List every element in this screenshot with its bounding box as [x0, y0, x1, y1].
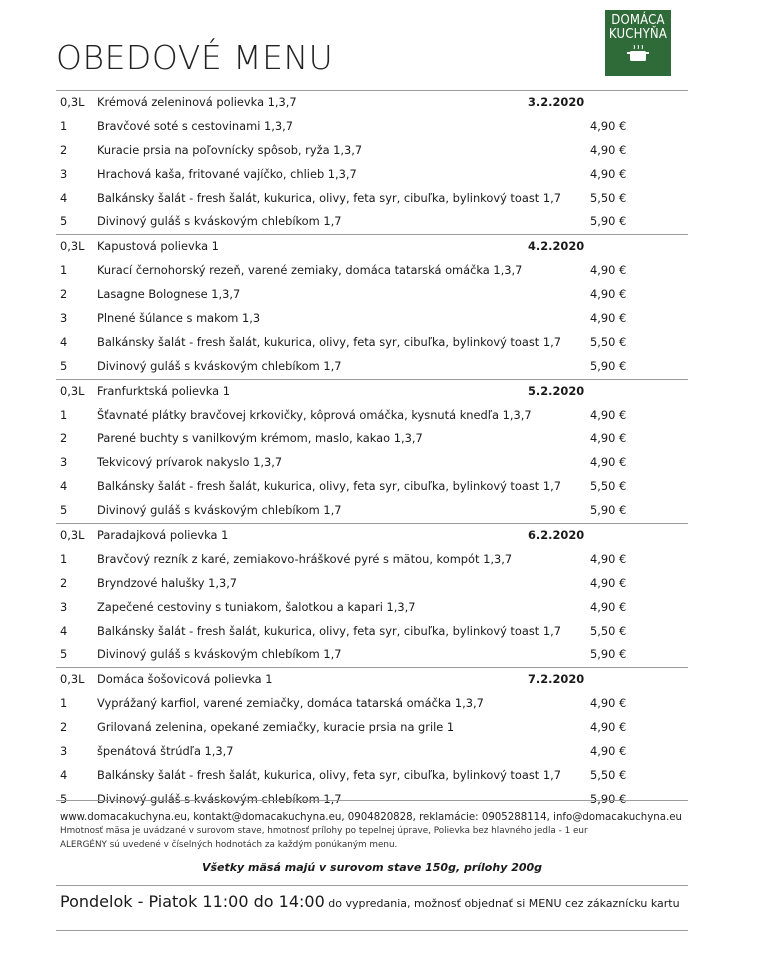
soup-portion: 0,3L [60, 95, 85, 109]
contact-info: www.domacakuchyna.eu, kontakt@domacakuchyna.eu, 0904820828, reklamácie: 0905288114, info@domacakuchyna.eu [60, 812, 682, 823]
dish-name: Balkánsky šalát - fresh šalát, kukurica, olivy, feta syr, cibuľka, bylinkový toast 1,7 [97, 767, 561, 782]
item-number: 5 [60, 647, 68, 662]
menu-date: 7.2.2020 [528, 672, 585, 687]
item-number: 5 [60, 214, 68, 229]
soup-row [56, 668, 688, 692]
item-number: 1 [60, 118, 68, 133]
dish-name: Vyprážaný karfiol, varené zemiačky, domáca tatarská omáčka 1,3,7 [97, 696, 484, 711]
dish-price: 5,50 € [590, 190, 627, 205]
item-number: 1 [60, 263, 68, 278]
soup-row [56, 380, 688, 404]
menu-item-row [56, 307, 688, 331]
bottom-divider [56, 930, 688, 931]
logo-line-2: KUCHYŇA [608, 27, 668, 42]
menu-item-row [56, 115, 688, 139]
item-number: 5 [60, 503, 68, 518]
menu-item-row [56, 187, 688, 211]
menu-item-row [56, 740, 688, 764]
soup-row [56, 91, 688, 115]
dish-price: 5,50 € [590, 334, 627, 349]
dish-price: 5,90 € [590, 358, 627, 373]
dish-price: 5,90 € [590, 214, 627, 229]
dish-name: Parené buchty s vanilkovým krémom, maslo, kakao 1,3,7 [97, 431, 423, 446]
menu-item-row [56, 596, 688, 620]
dish-name: Hrachová kaša, fritované vajíčko, chlieb 1,3,7 [97, 166, 357, 181]
dish-name: Grilovaná zelenina, opekané zemiačky, kuracie prsia na grile 1 [97, 720, 455, 735]
dish-price: 4,90 € [590, 142, 627, 157]
menu-date: 5.2.2020 [528, 383, 585, 398]
menu-item-row [56, 355, 688, 379]
menu-item-row [56, 404, 688, 428]
dish-price: 4,90 € [590, 166, 627, 181]
dish-name: Balkánsky šalát - fresh šalát, kukurica, olivy, feta syr, cibuľka, bylinkový toast 1,7 [97, 479, 561, 494]
dish-price: 4,90 € [590, 575, 627, 590]
dish-price: 4,90 € [590, 455, 627, 470]
dish-name: Bryndzové halušky 1,3,7 [97, 575, 238, 590]
weights-statement: Všetky mäsá majú v surovom stave 150g, prílohy 200g [201, 861, 543, 874]
dish-name: Divinový guláš s kváskovým chlebíkom 1,7 [97, 214, 342, 229]
menu-date: 4.2.2020 [528, 239, 585, 254]
dish-price: 5,50 € [590, 479, 627, 494]
menu-item-row [56, 764, 688, 788]
menu-date: 3.2.2020 [528, 95, 585, 109]
day-block [56, 523, 688, 667]
dish-name: Kuracie prsia na poľovnícky spôsob, ryža 1,3,7 [97, 142, 363, 157]
dish-price: 5,50 € [590, 767, 627, 782]
allergen-note: ALERGÉNY sú uvedené v číselných hodnotách za každým ponúkaným menu. [60, 839, 398, 850]
menu-item-row [56, 210, 688, 234]
dish-name: Kurací černohorský rezeň, varené zemiaky, domáca tatarská omáčka 1,3,7 [97, 263, 523, 278]
soup-portion: 0,3L [60, 383, 85, 398]
menu-item-row [56, 427, 688, 451]
day-block [56, 379, 688, 523]
soup-portion: 0,3L [60, 239, 85, 254]
menu-item-row [56, 716, 688, 740]
dish-price: 4,90 € [590, 696, 627, 711]
menu-item-row [56, 499, 688, 523]
menu-item-row [56, 572, 688, 596]
menu-item-row [56, 475, 688, 499]
dish-price: 4,90 € [590, 118, 627, 133]
dish-name: Divinový guláš s kváskovým chlebíkom 1,7 [97, 647, 342, 662]
restaurant-logo [605, 10, 671, 76]
menu-item-row [56, 259, 688, 283]
soup-row [56, 235, 688, 259]
item-number: 4 [60, 767, 68, 782]
day-block [56, 667, 688, 811]
menu-item-row [56, 163, 688, 187]
logo-line-1: DOMÁCA [611, 13, 665, 28]
menu-item-row [56, 283, 688, 307]
dish-price: 5,90 € [590, 791, 627, 806]
menu-item-row [56, 643, 688, 667]
dish-price: 4,90 € [590, 263, 627, 278]
item-number: 2 [60, 431, 68, 446]
soup-name: Paradajková polievka 1 [97, 528, 229, 543]
soup-portion: 0,3L [60, 672, 85, 687]
opening-hours-detail: do vypredania, možnosť objednať si MENU cez zákaznícku kartu [324, 897, 680, 910]
soup-name: Franfurktská polievka 1 [97, 383, 231, 398]
dish-name: Bravčové soté s cestovinami 1,3,7 [97, 118, 293, 133]
dish-price: 4,90 € [590, 407, 627, 422]
item-number: 2 [60, 287, 68, 302]
dish-name: Tekvicový prívarok nakyslo 1,3,7 [97, 455, 283, 470]
dish-name: Lasagne Bolognese 1,3,7 [97, 287, 241, 302]
menu-list [56, 90, 688, 812]
item-number: 3 [60, 166, 68, 181]
soup-name: Krémová zeleninová polievka 1,3,7 [97, 95, 297, 109]
opening-hours [56, 885, 688, 932]
day-block [56, 234, 688, 378]
dish-name: Balkánsky šalát - fresh šalát, kukurica, olivy, feta syr, cibuľka, bylinkový toast 1,7 [97, 334, 561, 349]
day-block [56, 90, 688, 234]
dish-price: 4,90 € [590, 287, 627, 302]
page-title: OBEDOVÉ MENU [56, 38, 334, 77]
item-number: 4 [60, 623, 68, 638]
dish-price: 5,90 € [590, 503, 627, 518]
item-number: 3 [60, 599, 68, 614]
dish-price: 4,90 € [590, 720, 627, 735]
menu-item-row [56, 548, 688, 572]
dish-name: Balkánsky šalát - fresh šalát, kukurica, olivy, feta syr, cibuľka, bylinkový toast 1,7 [97, 190, 561, 205]
dish-price: 4,90 € [590, 599, 627, 614]
dish-name: Divinový guláš s kváskovým chlebíkom 1,7 [97, 358, 342, 373]
item-number: 1 [60, 551, 68, 566]
dish-name: Divinový guláš s kváskovým chlebíkom 1,7 [97, 503, 342, 518]
dish-price: 4,90 € [590, 311, 627, 326]
item-number: 5 [60, 791, 68, 806]
item-number: 5 [60, 358, 68, 373]
opening-hours-main: Pondelok - Piatok 11:00 do 14:00 [60, 892, 325, 911]
item-number: 2 [60, 575, 68, 590]
dish-name: špenátová štrúdľa 1,3,7 [97, 744, 234, 759]
menu-item-row [56, 331, 688, 355]
dish-price: 5,50 € [590, 623, 627, 638]
item-number: 1 [60, 696, 68, 711]
item-number: 3 [60, 744, 68, 759]
cooking-pot-icon [625, 45, 651, 63]
item-number: 3 [60, 311, 68, 326]
dish-name: Bravčový rezník z karé, zemiakovo-hráškové pyré s mätou, kompót 1,3,7 [97, 551, 513, 566]
dish-name: Zapečené cestoviny s tuniakom, šalotkou a kapari 1,3,7 [97, 599, 416, 614]
dish-name: Balkánsky šalát - fresh šalát, kukurica, olivy, feta syr, cibuľka, bylinkový toast 1,7 [97, 623, 561, 638]
soup-name: Domáca šošovicová polievka 1 [97, 672, 273, 687]
menu-item-row [56, 139, 688, 163]
soup-portion: 0,3L [60, 528, 85, 543]
item-number: 4 [60, 190, 68, 205]
footer [56, 800, 688, 932]
item-number: 3 [60, 455, 68, 470]
menu-item-row [56, 451, 688, 475]
item-number: 2 [60, 142, 68, 157]
item-number: 1 [60, 407, 68, 422]
item-number: 4 [60, 334, 68, 349]
dish-price: 5,90 € [590, 647, 627, 662]
item-number: 4 [60, 479, 68, 494]
item-number: 2 [60, 720, 68, 735]
soup-name: Kapustová polievka 1 [97, 239, 219, 254]
dish-name: Šťavnaté plátky bravčovej krkovičky, kôprová omáčka, kysnutá knedľa 1,3,7 [97, 407, 532, 422]
menu-item-row [56, 620, 688, 644]
dish-name: Plnené šúlance s makom 1,3 [97, 311, 261, 326]
dish-price: 4,90 € [590, 431, 627, 446]
soup-row [56, 524, 688, 548]
menu-date: 6.2.2020 [528, 528, 585, 543]
dish-name: Divinový guláš s kváskovým chlebíkom 1,7 [97, 791, 342, 806]
dish-price: 4,90 € [590, 744, 627, 759]
dish-price: 4,90 € [590, 551, 627, 566]
menu-item-row [56, 692, 688, 716]
weight-note: Hmotnosť mäsa je uvádzané v surovom stave, hmotnosť prílohy po tepelnej úprave, Polievka bez hlavného jedla - 1 eur [60, 826, 588, 836]
